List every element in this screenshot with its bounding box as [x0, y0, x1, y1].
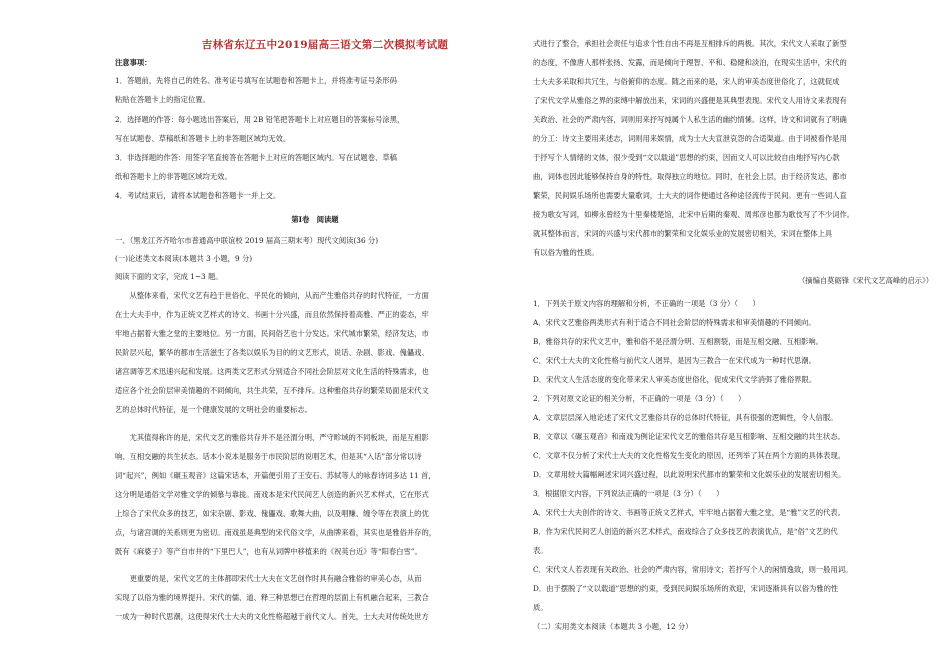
option: 质。	[533, 603, 548, 612]
notice-heading: 注意事项：	[115, 58, 152, 67]
body-line: 关政治、社会的严肃内容，词则用来抒写纯属个人私生活的幽约情愫。这样，诗文和词就有了明确	[533, 115, 847, 124]
body-line: 了宋代文学从雅俗之界的束缚中解放出来，宋词的兴盛便是其典型表现。宋代文人用诗文来表现有	[533, 96, 847, 105]
body-line: 尤其值得称许的是，宋代文艺的雅俗共存并不是泾渭分明、严守畛域的不同板块，而是互相影	[115, 433, 429, 442]
body-line: (一)论述类文本阅读(本题共 3 小题，9 分)	[115, 254, 253, 263]
body-line: 适应各个社会阶层审美情趣的不同倾向，共生共荣，互不排斥。这种雅俗共存的繁荣局面是宋代文	[115, 386, 429, 395]
option: C．宋代士大夫的文化性格与前代文人迥异，是因为三教合一在宋代成为一种时代思潮。	[533, 356, 816, 365]
question: 1．下列关于原文内容的理解和分析，不正确的一项是（3 分）（ ）	[533, 299, 760, 308]
option: A．宋代文艺雅俗两类形式有利于适合不同社会阶层的特殊需求和审美情趣的不同倾向。	[533, 318, 816, 327]
notice-line: 4．考试结束后，请将本试题卷和答题卡一并上交。	[115, 191, 281, 200]
body-line: 民阶层兴起，繁华的都市生活滋生了各类以娱乐为目的的文艺形式，说话、杂剧、影戏、傀儡戏、	[115, 348, 429, 357]
body-line: 士大夫多采取和共冗生，与俗俯仰的态度。随之而来的是，宋人的审美态度世俗化了，这就促成	[533, 77, 840, 86]
notice-line: 1．答题前，先将自己的姓名、准考证号填写在试题卷和答题卡上，并将准考证号条形码	[115, 76, 397, 85]
body-line: 上综合了宋代众多的技艺，如宋杂剧、影戏、傀儡戏、歌舞大曲，以及唱赚、缠令等在表演上的优	[115, 509, 429, 518]
option: C．宋代文人若表现有关政治、社会的严肃内容，常用诗文；若抒写个人的闲情逸致，则一般用词。	[533, 565, 853, 574]
notice-line: 粘贴在答题卡上的指定位置。	[115, 95, 210, 104]
body-line: 式进行了整合，承担社会责任与追求个性自由不再是互相排斥的两极。其次，宋代文人采取了新型	[533, 39, 847, 48]
body-line: 词“起兴”，例如《碾玉观音》这篇宋话本，开篇便引用了王安石、苏轼等人的咏春诗词多达 11 首，	[115, 471, 436, 480]
notice-line: 2．选择题的作答：每小题选出答案后，用 2B 铅笔把答题卡上对应题目的答案标号涂黑，	[115, 115, 405, 124]
body-line: 既有《麻婆子》等产自市井的“下里巴人”，也有从词牌中移植来的《祝英台近》等“阳春白雪”。	[115, 547, 422, 556]
option: C．文章不仅分析了宋代士大夫的文化性格发生变化的原因，还列举了其在两个方面的具体表现。	[533, 451, 846, 460]
body-line: 曲，词体也因此能够保持自身的特性，取得独立的地位。同时，在社会上层，由于经济发达，都市	[533, 172, 847, 181]
body-line: 艺的总体时代特征，是一个健康发展的文明社会的重要标志。	[115, 405, 313, 414]
option: D．宋代文人生活态度的变化带来宋人审美态度世俗化，促成宋代文学消弭了雅俗界限。	[533, 375, 817, 384]
body-line: 这分明是通俗文学对雅文学的倾慕与靠拢。南戏本是宋代民间艺人创造的新兴艺术样式，它在形式	[115, 490, 429, 499]
body-line: 牢地占据着大雅之堂的主要地位。另一方面，民间俗艺也十分发达。宋代城市繁荣，经济发达，市	[115, 329, 429, 338]
body-line: 在士大夫手中，作为正统文艺样式的诗文、书画十分兴盛，而且依然保持着高雅、严正的姿态，牢	[115, 310, 429, 319]
body-line: 有以俗为雅的性质。	[533, 248, 599, 257]
body-line: 诸宫调等艺术迅速兴起和发展。这两类文艺形式分别适合不同社会阶层对文化生活的特殊需求，也	[115, 367, 429, 376]
option: B．作为宋代民间艺人创造的新兴艺术样式，南戏综合了众多技艺的表演优点，是“俗”文艺的代	[533, 527, 838, 536]
body-line: 的分工：诗文主要用来述志，词则用来娱情，成为士大夫宣泄哀怨的合适渠道。由于词被看作是用	[533, 134, 847, 143]
body-line: 于抒写个人情绪的文体，很少受到“文以载道”思想的约束，因而文人可以比较自由地抒写内心款	[533, 153, 840, 162]
body-line: 点，与诸宫调的关系则更为密切。南戏虽是典型的宋代俗文学，从曲牌来看，其实也是雅俗并存的，	[115, 528, 437, 537]
option: A．文章层层深入地论述了宋代文艺雅俗共存的总体时代特征，具有很强的逻辑性，令人信服。	[533, 413, 838, 422]
option: B．雅俗共存的宋代文艺中，雅和俗不是泾渭分明、互相割裂，而是互相交融、互相影响。	[533, 337, 823, 346]
question: 3．根据原文内容，下列说法正确的一项是（3 分）（ ）	[533, 489, 724, 498]
body-line: 一成为一种时代思潮，这使得宋代士大夫的文化性格超越于前代文人。首先，士大夫对传统处世方	[115, 612, 429, 621]
option: A．宋代士大夫创作的诗文、书画等正统文艺样式，牢牢地占据着大雅之堂，是“雅”文艺的代表。	[533, 508, 845, 517]
body-line: 繁荣，民间娱乐场所也需要大量歌词，士大夫的词作便通过各种途径流传于民间。更有一些词人直	[533, 191, 847, 200]
body-line: 响、互相交融的共生状态。话本小说本是服务于市民阶层的说唱艺术，但是其“入话”部分常以诗	[115, 452, 422, 461]
option: 表。	[533, 546, 548, 555]
option: B．文章以《碾玉观音》和南戏为例论证宋代文艺的雅俗共存是互相影响、互相交融的共生状态。	[533, 432, 845, 441]
body-line: 一、（黑龙江齐齐哈尔市普通高中联谊校 2019 届高三期末考）现代文阅读(36 分)	[115, 236, 379, 245]
page-title: 吉林省东辽五中2019届高三语文第二次模拟考试题	[201, 39, 449, 51]
body-line: 实现了以俗为雅的境界提升。宋代的儒、道、释三种思想已在哲理的层面上有机融合起来，三教合	[115, 593, 429, 602]
option: D．文章用较大篇幅阐述宋词兴盛过程，以此说明宋代都市的繁荣和文化娱乐业的发展密切相关。	[533, 470, 846, 479]
option: D．由于摆脱了“文以载道”思想的约束，受到民间娱乐场所的欢迎，宋词逐渐具有以俗为雅的性	[533, 584, 839, 593]
section-title: 第Ⅰ卷 阅读题	[291, 215, 339, 224]
source-citation: （摘编自莫砺锋《宋代文艺高峰的启示》）	[798, 276, 933, 285]
body-line: 阅读下面的文字，完成 1~3 题。	[115, 272, 223, 281]
body-line: 的态度，不像唐人那样张扬、发露，而是倾向于理智、平和、稳健和淡泊，在现实生活中，宋代的	[533, 58, 847, 67]
section-heading: （二）实用类文本阅读（本题共 3 小题，12 分）	[533, 622, 693, 631]
body-line: 从整体来看，宋代文艺有趋于世俗化、平民化的倾向，从而产生雅俗共存的时代特征，一方面	[115, 291, 429, 300]
body-line: 接为歌女写词，如柳永曾经为十里秦楼楚馆，北宋中后期的秦观、周邦彦也都为歌伎写了不少词作。	[533, 210, 855, 219]
body-line: 更重要的是，宋代文艺的主体都即宋代士大夫在文艺创作时具有融合雅俗的审美心态，从而	[115, 574, 422, 583]
notice-line: 写在试题卷、草稿纸和答题卡上的非答题区域均无效。	[115, 134, 291, 143]
body-line: 就其整体而言，宋词的兴盛与宋代都市的繁荣和文化娱乐业的发展密切相关，宋词在整体上具	[533, 229, 833, 238]
question: 2．下列对原文论证的相关分析，不正确的一项是（3 分）（ ）	[533, 394, 746, 403]
notice-line: 纸和答题卡上的非答题区域均无效。	[115, 172, 232, 181]
notice-line: 3．非选择题的作答：用签字笔直接答在答题卡上对应的答题区域内。写在试题卷、草稿	[115, 153, 397, 162]
